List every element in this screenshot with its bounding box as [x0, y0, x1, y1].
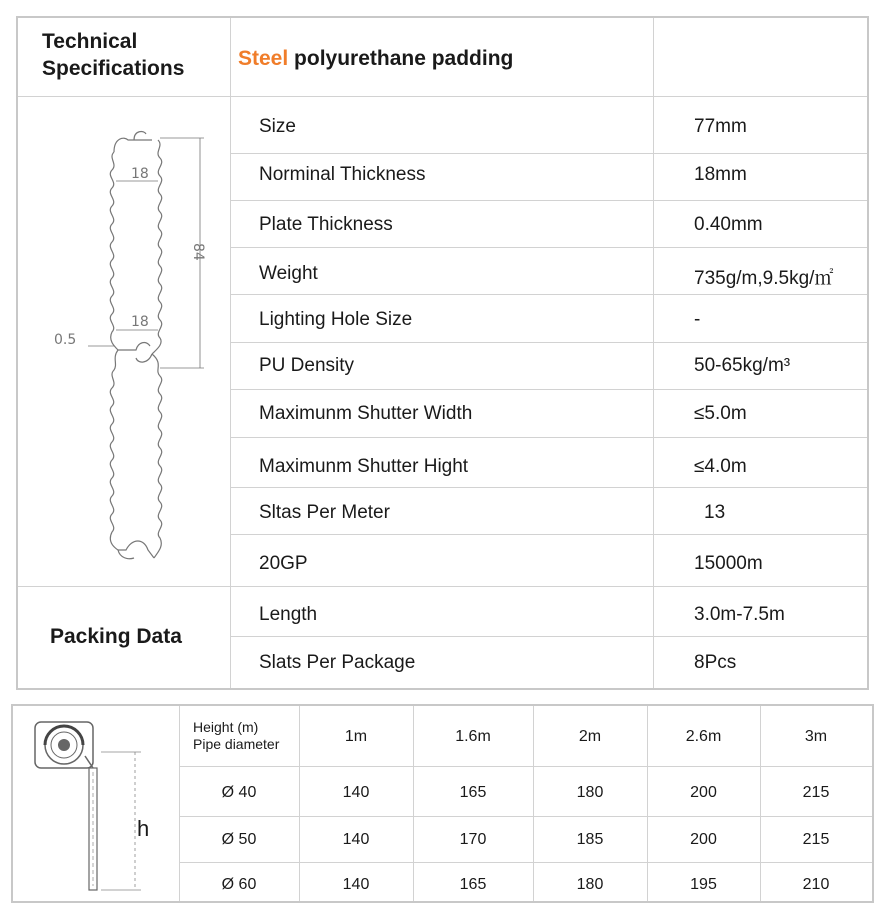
packing-heading: Packing Data [50, 625, 182, 648]
divider [230, 153, 867, 154]
divider [179, 862, 872, 863]
product-material: Steel [238, 47, 289, 70]
table-cell: 180 [576, 876, 604, 893]
spec-label: PU Density [259, 355, 355, 376]
spec-value: 3.0m-7.5m [694, 604, 785, 625]
spec-value: 8Pcs [694, 652, 737, 673]
header-height: Height (m) [193, 719, 259, 735]
divider [230, 389, 867, 390]
height-header: 1.6m [455, 728, 491, 745]
technical-specifications-table [16, 16, 869, 690]
dim-width-top: 18 [131, 166, 149, 182]
divider [230, 342, 867, 343]
spec-label: Length [259, 604, 318, 625]
divider [230, 636, 867, 637]
dim-thickness: 0.5 [54, 332, 77, 348]
table-cell: 185 [576, 831, 604, 848]
section-heading [42, 28, 184, 82]
table-cell: 195 [690, 876, 717, 893]
spec-value: 13 [704, 502, 726, 523]
spec-value: ≤5.0m [694, 403, 747, 424]
spec-label: Maximunm Shutter Hight [259, 456, 469, 477]
pipe-diameter-table [11, 704, 874, 903]
spec-label: 20GP [259, 553, 308, 574]
spec-label: Plate Thickness [259, 214, 393, 235]
heading-line: Technical [42, 30, 138, 53]
table-cell: 140 [342, 784, 370, 801]
divider [230, 18, 231, 688]
diameter-label: Ø 40 [221, 784, 257, 801]
spec-value: 15000m [694, 553, 763, 574]
height-header: 1m [344, 728, 368, 745]
spec-value: 0.40mm [694, 214, 763, 235]
divider [179, 816, 872, 817]
spec-label: Slats Per Package [259, 652, 416, 673]
heading-line: Specifications [42, 57, 185, 80]
spec-label: Size [259, 116, 296, 137]
diameter-label: Ø 50 [221, 831, 257, 848]
divider [18, 96, 867, 97]
divider [179, 706, 180, 901]
spec-label: Maximunm Shutter Width [259, 403, 473, 424]
divider [18, 586, 867, 587]
spec-value: 735g/m,9.5kg/㎡ [694, 268, 834, 289]
table-cell: 180 [576, 784, 604, 801]
height-symbol: h [137, 816, 150, 841]
shutter-motor-icon [31, 716, 161, 896]
header-diameter: Pipe diameter [193, 736, 280, 752]
spec-value: 18mm [694, 164, 747, 185]
table-cell: 140 [342, 876, 370, 893]
diameter-label: Ø 60 [221, 876, 257, 893]
dim-width-mid: 18 [131, 314, 149, 330]
spec-value: ≤4.0m [694, 456, 747, 477]
table-cell: 210 [802, 876, 830, 893]
divider [230, 487, 867, 488]
divider [230, 247, 867, 248]
spec-value: 77mm [694, 116, 747, 137]
table-cell: 215 [802, 831, 830, 848]
table-cell: 170 [459, 831, 487, 848]
table-cell: 140 [342, 831, 370, 848]
height-header: 3m [804, 728, 828, 745]
table-cell: 165 [459, 876, 487, 893]
divider [653, 18, 654, 688]
spec-label: Sltas Per Meter [259, 502, 390, 523]
table-cell: 215 [802, 784, 830, 801]
spec-label: Lighting Hole Size [259, 309, 413, 330]
product-title [238, 47, 513, 71]
table-cell: 200 [690, 784, 717, 801]
divider [230, 534, 867, 535]
height-header: 2.6m [685, 728, 722, 745]
product-name: polyurethane padding [288, 47, 514, 70]
table-cell: 165 [459, 784, 487, 801]
table-cell: 200 [690, 831, 717, 848]
divider [230, 294, 867, 295]
dim-height: 84 [190, 243, 206, 261]
spec-label: Norminal Thickness [259, 164, 426, 185]
slat-profile-drawing [48, 118, 208, 578]
divider [179, 766, 872, 767]
spec-label: Weight [259, 263, 318, 284]
divider [230, 200, 867, 201]
divider [230, 437, 867, 438]
height-header: 2m [578, 728, 602, 745]
spec-value: - [694, 309, 701, 330]
spec-value: 50-65kg/m³ [694, 355, 791, 376]
